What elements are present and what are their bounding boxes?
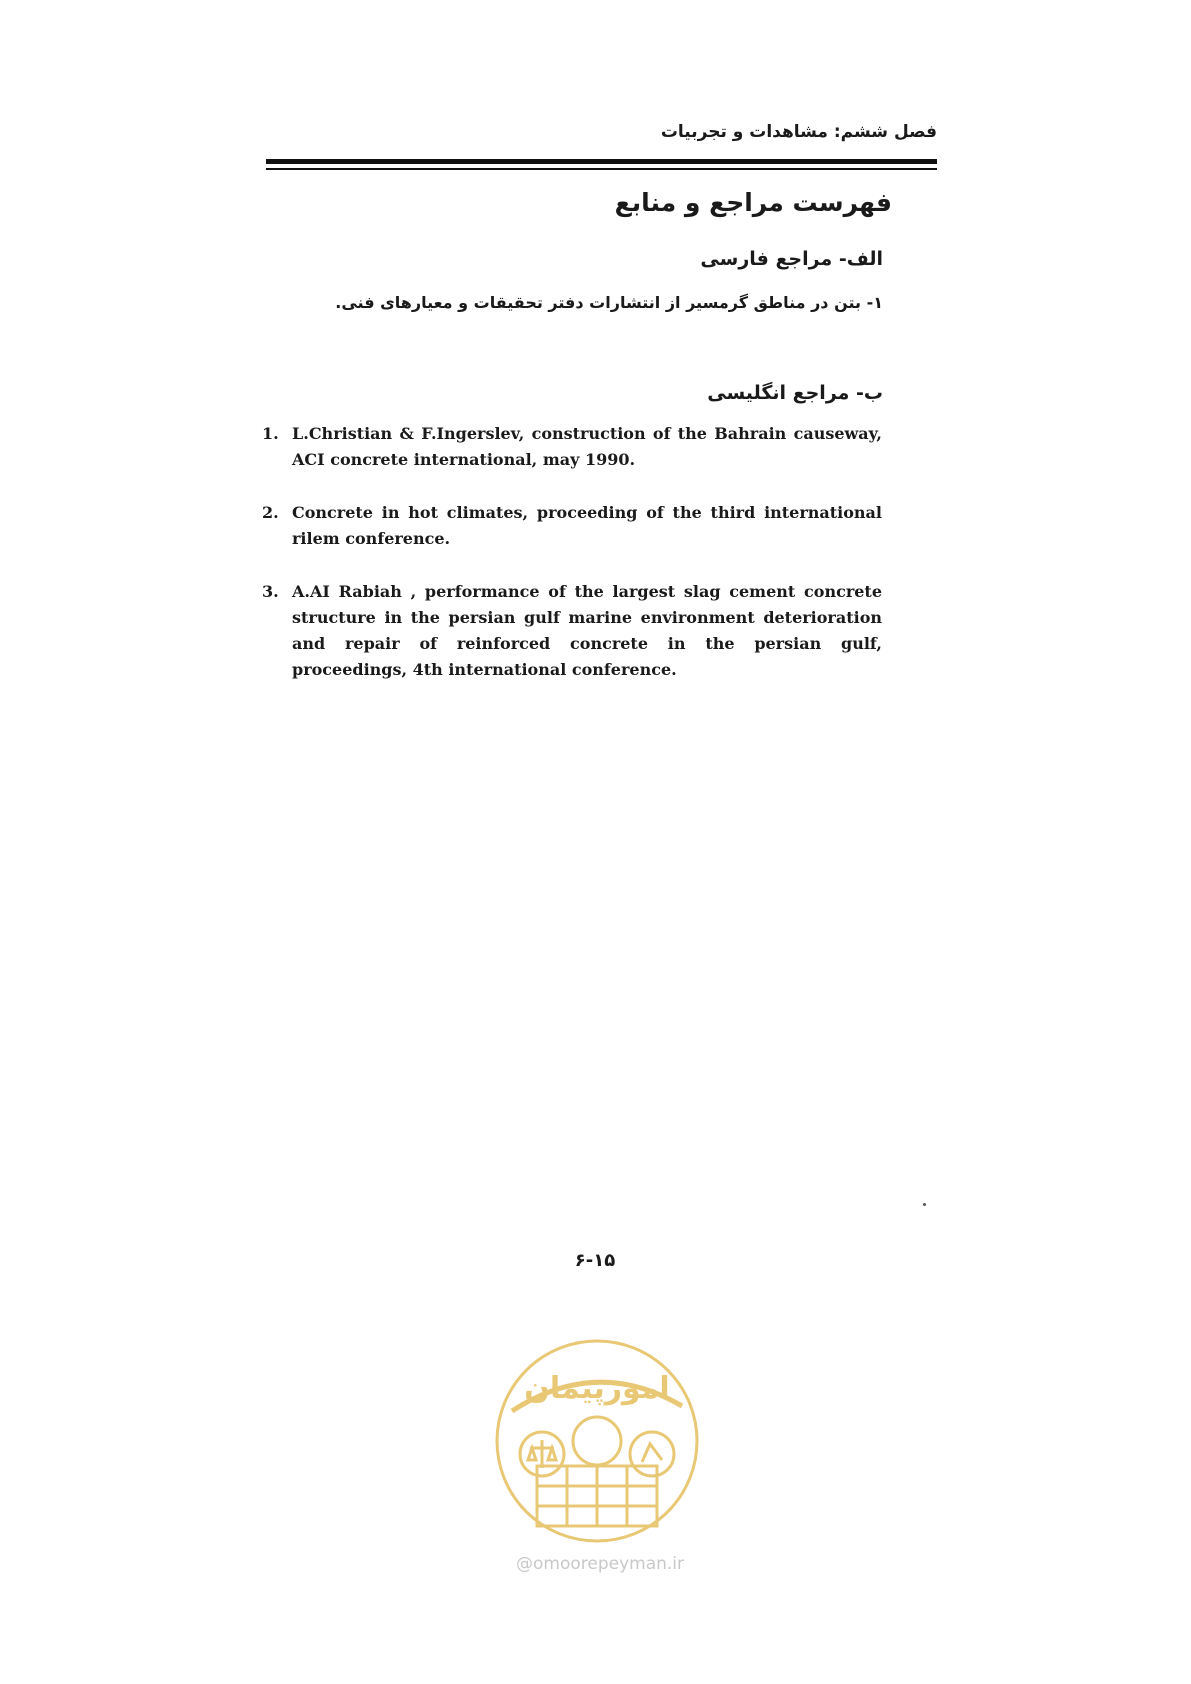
english-reference-item — [262, 500, 882, 552]
chapter-header: فصل ششم: مشاهدات و تجربیات — [660, 122, 937, 142]
persian-references-heading: الف- مراجع فارسی — [700, 248, 883, 270]
watermark-logo-text: امورپیمان — [524, 1371, 670, 1406]
persian-reference-item: ۱- بتن در مناطق گرمسیر از انتشارات دفتر تحقیقات و معیارهای فنی. — [335, 293, 883, 312]
reference-text: L.Christian & F.Ingerslev, construction of the Bahrain causeway, ACI concrete international, may 1990. — [292, 424, 882, 469]
english-reference-item — [262, 579, 882, 683]
reference-text: Concrete in hot climates, proceeding of the third international rilem conference. — [292, 503, 882, 548]
english-reference-item — [262, 421, 882, 473]
reference-number: 2. — [262, 503, 279, 522]
reference-number: 3. — [262, 582, 279, 601]
reference-text: A.AI Rabiah , performance of the largest slag cement concrete structure in the persian gulf marine environment deterioration and repair of reinforced concrete in the persian gulf, proceedings, 4th international conference. — [292, 582, 882, 679]
header-rule-thin — [266, 168, 937, 170]
watermark-site: @omoorepeyman.ir — [515, 1554, 685, 1574]
reference-number: 1. — [262, 424, 279, 443]
header-rule-thick — [266, 159, 937, 164]
watermark-logo — [492, 1336, 702, 1546]
scan-speck — [923, 1203, 926, 1206]
page-title: فهرست مراجع و منابع — [614, 188, 892, 217]
english-references-heading: ب- مراجع انگلیسی — [707, 382, 883, 404]
page-number: ۶-۱۵ — [574, 1250, 616, 1271]
